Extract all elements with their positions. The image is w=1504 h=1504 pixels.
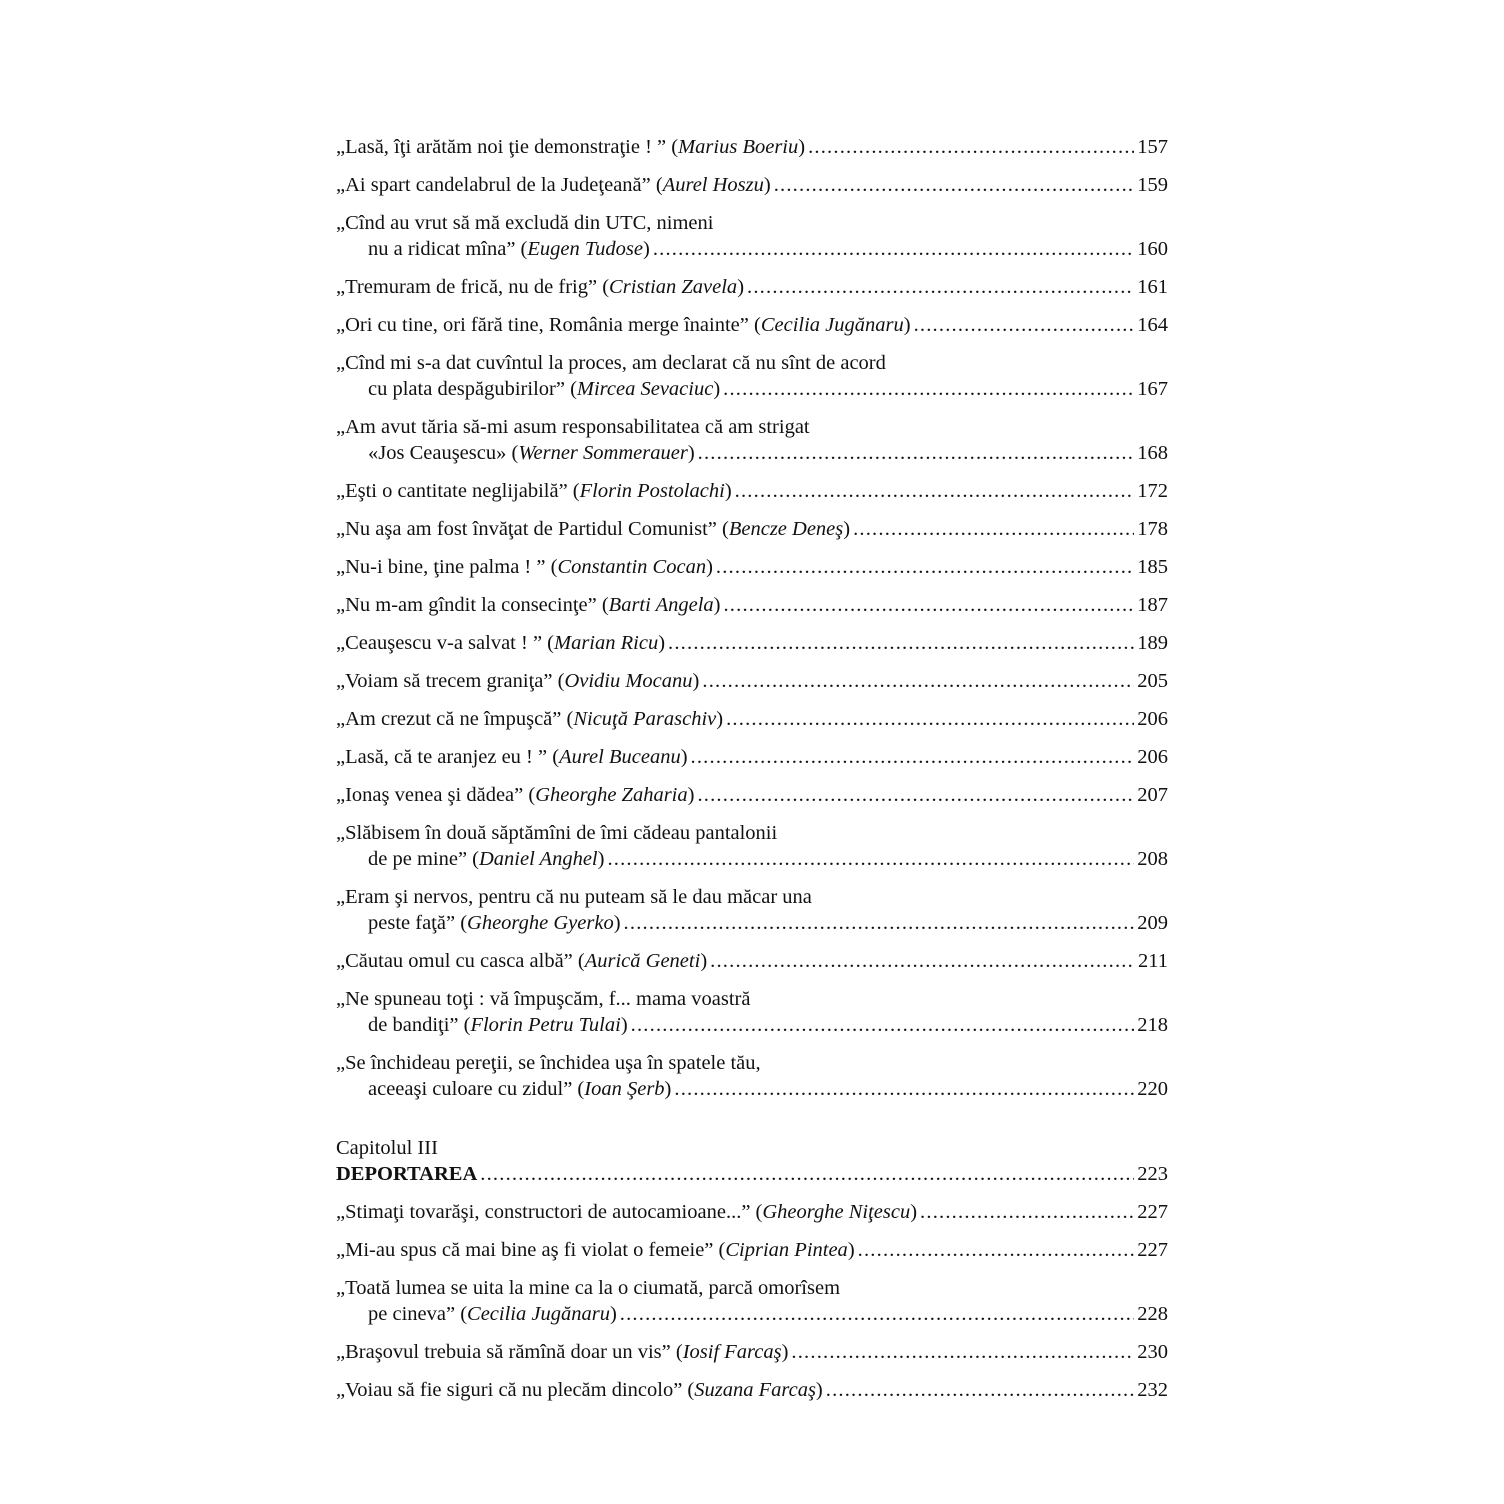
table-of-contents bbox=[336, 134, 1168, 1415]
toc-entry bbox=[336, 1237, 1168, 1263]
toc-entry-title: de pe mine” (Daniel Anghel) bbox=[368, 848, 605, 870]
toc-entry-title: „Nu aşa am fost învăţat de Partidul Comunist” (Bencze Deneş) bbox=[336, 518, 851, 540]
dot-leader bbox=[710, 948, 1135, 974]
toc-entry bbox=[336, 554, 1168, 580]
dot-leader bbox=[853, 516, 1134, 542]
toc-entry bbox=[336, 1377, 1168, 1403]
toc-entry-title: „Căutau omul cu casca albă” (Aurică Geneti) bbox=[336, 950, 708, 972]
toc-entry-page-number: 160 bbox=[1137, 238, 1168, 260]
toc-entry-title: „Ceauşescu v-a salvat ! ” (Marian Ricu) bbox=[336, 632, 666, 654]
toc-entry bbox=[336, 516, 1168, 542]
toc-entry-last-line bbox=[336, 1237, 1168, 1263]
toc-entry-last-line bbox=[336, 172, 1168, 198]
toc-entry-line bbox=[336, 350, 1168, 376]
toc-entry-last-line bbox=[336, 1012, 1168, 1038]
toc-entry-last-line bbox=[336, 376, 1168, 402]
dot-leader bbox=[674, 1076, 1134, 1102]
toc-entry-title: „Ionaş venea şi dădea” (Gheorghe Zaharia) bbox=[336, 784, 695, 806]
toc-entry-title: „Slăbisem în două săptămîni de îmi cădeau pantalonii bbox=[336, 822, 778, 844]
toc-entry bbox=[336, 884, 1168, 936]
toc-entries bbox=[336, 134, 1168, 1102]
toc-entry-last-line bbox=[336, 274, 1168, 300]
toc-entry-author: Florin Postolachi bbox=[579, 480, 725, 502]
toc-entry-author: Suzana Farcaş bbox=[694, 1379, 816, 1401]
toc-entry bbox=[336, 744, 1168, 770]
toc-entry-title: „Lasă, îţi arătăm noi ţie demonstraţie ! ” (Marius Boeriu) bbox=[336, 136, 806, 158]
toc-entry bbox=[336, 414, 1168, 466]
toc-entry bbox=[336, 1339, 1168, 1365]
dot-leader bbox=[480, 1161, 1134, 1187]
toc-entry-author: Mircea Sevaciuc bbox=[576, 378, 714, 400]
toc-entry-title: „Mi-au spus că mai bine aş fi violat o femeie” (Ciprian Pintea) bbox=[336, 1239, 855, 1261]
dot-leader bbox=[607, 846, 1134, 872]
dot-leader bbox=[668, 630, 1134, 656]
toc-entry-page-number: 185 bbox=[1137, 556, 1168, 578]
toc-entry-last-line bbox=[336, 1301, 1168, 1327]
dot-leader bbox=[697, 782, 1134, 808]
toc-entry bbox=[336, 986, 1168, 1038]
toc-entry-author: Cristian Zavela bbox=[609, 276, 738, 298]
toc-entry-author: Bencze Deneş bbox=[728, 518, 844, 540]
toc-entry bbox=[336, 172, 1168, 198]
toc-entry bbox=[336, 134, 1168, 160]
dot-leader bbox=[791, 1339, 1134, 1365]
toc-entry-author: Florin Petru Tulai bbox=[470, 1014, 621, 1036]
toc-entry-last-line bbox=[336, 1377, 1168, 1403]
toc-entry-title: „Nu-i bine, ţine palma ! ” (Constantin Cocan) bbox=[336, 556, 713, 578]
dot-leader bbox=[631, 1012, 1135, 1038]
dot-leader bbox=[826, 1377, 1135, 1403]
toc-entry-last-line bbox=[336, 440, 1168, 466]
toc-entry-author: Marian Ricu bbox=[554, 632, 659, 654]
chapter-label: Capitolul III bbox=[336, 1137, 438, 1159]
toc-entry-last-line bbox=[336, 1199, 1168, 1225]
toc-entry-page-number: 159 bbox=[1137, 174, 1168, 196]
toc-entry-page-number: 164 bbox=[1137, 314, 1168, 336]
toc-entry-page-number: 167 bbox=[1137, 378, 1168, 400]
toc-entry-title: «Jos Ceauşescu» (Werner Sommerauer) bbox=[368, 442, 695, 464]
toc-entry-page-number: 168 bbox=[1137, 442, 1168, 464]
toc-entry-title: „Tremuram de frică, nu de frig” (Cristian Zavela) bbox=[336, 276, 745, 298]
toc-entry-last-line bbox=[336, 312, 1168, 338]
toc-entry-last-line bbox=[336, 630, 1168, 656]
toc-entry-author: Marius Boeriu bbox=[678, 136, 799, 158]
toc-entry bbox=[336, 1050, 1168, 1102]
toc-entry bbox=[336, 274, 1168, 300]
toc-entry-author: Aurel Buceanu bbox=[559, 746, 681, 768]
toc-entry-author: Eugen Tudose bbox=[527, 238, 643, 260]
toc-entry-author: Ioan Şerb bbox=[584, 1078, 665, 1100]
toc-entry-page-number: 209 bbox=[1137, 912, 1168, 934]
toc-entry-author: Ciprian Pintea bbox=[725, 1239, 848, 1261]
toc-entry-author: Nicuţă Paraschiv bbox=[573, 708, 717, 730]
toc-entry-page-number: 206 bbox=[1137, 746, 1168, 768]
toc-entry-author: Aurică Geneti bbox=[584, 950, 701, 972]
toc-entry-title: de bandiţi” (Florin Petru Tulai) bbox=[368, 1014, 628, 1036]
toc-entry bbox=[336, 210, 1168, 262]
toc-entry-title: „Lasă, că te aranjez eu ! ” (Aurel Buceanu) bbox=[336, 746, 688, 768]
dot-leader bbox=[691, 744, 1135, 770]
toc-entry-title: „Se închideau pereţii, se închidea uşa în spatele tău, bbox=[336, 1052, 761, 1074]
dot-leader bbox=[723, 592, 1134, 618]
toc-entry bbox=[336, 1275, 1168, 1327]
toc-entry-title: „Am avut tăria să-mi asum responsabilitatea că am strigat bbox=[336, 416, 810, 438]
toc-entry-author: Werner Sommerauer bbox=[518, 442, 688, 464]
toc-entry-title: „Eşti o cantitate neglijabilă” (Florin Postolachi) bbox=[336, 480, 732, 502]
toc-entry-last-line bbox=[336, 134, 1168, 160]
toc-entry-last-line bbox=[336, 1339, 1168, 1365]
dot-leader bbox=[653, 236, 1134, 262]
toc-entry-last-line bbox=[336, 782, 1168, 808]
toc-entry-author: Gheorghe Niţescu bbox=[762, 1201, 911, 1223]
toc-entry-author: Ovidiu Mocanu bbox=[564, 670, 693, 692]
toc-entry-title: „Am crezut că ne împuşcă” (Nicuţă Paraschiv) bbox=[336, 708, 724, 730]
toc-entry-author: Cecilia Jugănaru bbox=[760, 314, 904, 336]
toc-entry-title: „Ori cu tine, ori fără tine, România merge înainte” (Cecilia Jugănaru) bbox=[336, 314, 911, 336]
toc-entry-last-line bbox=[336, 910, 1168, 936]
toc-entry-line bbox=[336, 414, 1168, 440]
toc-entry-page-number: 161 bbox=[1137, 276, 1168, 298]
toc-entry-title: cu plata despăgubirilor” (Mircea Sevaciuc) bbox=[368, 378, 721, 400]
chapter-page-number: 223 bbox=[1137, 1163, 1168, 1185]
toc-entry-author: Gheorghe Zaharia bbox=[535, 784, 688, 806]
toc-entry-page-number: 178 bbox=[1137, 518, 1168, 540]
chapter-title: DEPORTAREA bbox=[336, 1163, 478, 1185]
toc-entry-page-number: 227 bbox=[1137, 1239, 1168, 1261]
toc-entry-title: „Toată lumea se uita la mine ca la o ciumată, parcă omorîsem bbox=[336, 1277, 841, 1299]
toc-entry bbox=[336, 350, 1168, 402]
toc-entry-page-number: 218 bbox=[1137, 1014, 1168, 1036]
toc-entry bbox=[336, 782, 1168, 808]
chapter-heading bbox=[336, 1135, 1168, 1187]
toc-entry-line bbox=[336, 1275, 1168, 1301]
toc-entry-page-number: 230 bbox=[1137, 1341, 1168, 1363]
toc-entry-page-number: 189 bbox=[1137, 632, 1168, 654]
dot-leader bbox=[747, 274, 1134, 300]
toc-entry-title: aceeaşi culoare cu zidul” (Ioan Şerb) bbox=[368, 1078, 672, 1100]
toc-entry-author: Cecilia Jugănaru bbox=[467, 1303, 610, 1325]
toc-entry-title: peste faţă” (Gheorghe Gyerko) bbox=[368, 912, 621, 934]
toc-entry-page-number: 232 bbox=[1137, 1379, 1168, 1401]
toc-entry-page-number: 220 bbox=[1137, 1078, 1168, 1100]
toc-entry-last-line bbox=[336, 592, 1168, 618]
toc-entry-last-line bbox=[336, 236, 1168, 262]
toc-entry bbox=[336, 592, 1168, 618]
toc-entry-line bbox=[336, 986, 1168, 1012]
toc-entry-page-number: 207 bbox=[1137, 784, 1168, 806]
toc-entry-last-line bbox=[336, 706, 1168, 732]
toc-entry-line bbox=[336, 210, 1168, 236]
dot-leader bbox=[774, 172, 1135, 198]
toc-entry-title: pe cineva” (Cecilia Jugănaru) bbox=[368, 1303, 617, 1325]
toc-entry-last-line bbox=[336, 846, 1168, 872]
toc-entry-title: „Braşovul trebuia să rămînă doar un vis” (Iosif Farcaş) bbox=[336, 1341, 789, 1363]
toc-entry-title: „Nu m-am gîndit la consecinţe” (Barti Angela) bbox=[336, 594, 721, 616]
toc-entry-title: „Cînd mi s-a dat cuvîntul la proces, am declarat că nu sînt de acord bbox=[336, 352, 886, 374]
dot-leader bbox=[698, 440, 1135, 466]
dot-leader bbox=[620, 1301, 1134, 1327]
toc-entry-page-number: 187 bbox=[1137, 594, 1168, 616]
toc-entry-title: „Ai spart candelabrul de la Judeţeană” (Aurel Hoszu) bbox=[336, 174, 771, 196]
toc-entry bbox=[336, 630, 1168, 656]
chapter-toc-entries bbox=[336, 1199, 1168, 1403]
toc-entry-last-line bbox=[336, 948, 1168, 974]
toc-entry-last-line bbox=[336, 516, 1168, 542]
toc-entry bbox=[336, 1199, 1168, 1225]
toc-entry bbox=[336, 478, 1168, 504]
dot-leader bbox=[920, 1199, 1134, 1225]
toc-entry-line bbox=[336, 820, 1168, 846]
toc-entry-title: „Voiam să trecem graniţa” (Ovidiu Mocanu) bbox=[336, 670, 700, 692]
toc-entry-author: Daniel Anghel bbox=[479, 848, 598, 870]
toc-entry-last-line bbox=[336, 668, 1168, 694]
dot-leader bbox=[914, 312, 1135, 338]
dot-leader bbox=[808, 134, 1134, 160]
toc-entry-title: „Stimaţi tovarăşi, constructori de autocamioane...” (Gheorghe Niţescu) bbox=[336, 1201, 918, 1223]
toc-entry bbox=[336, 948, 1168, 974]
dot-leader bbox=[726, 706, 1134, 732]
toc-entry-title: nu a ridicat mîna” (Eugen Tudose) bbox=[368, 238, 650, 260]
toc-entry-page-number: 227 bbox=[1137, 1201, 1168, 1223]
toc-entry-page-number: 172 bbox=[1137, 480, 1168, 502]
dot-leader bbox=[723, 376, 1134, 402]
toc-entry-author: Barti Angela bbox=[608, 594, 714, 616]
toc-entry-author: Gheorghe Gyerko bbox=[467, 912, 614, 934]
toc-entry-page-number: 206 bbox=[1137, 708, 1168, 730]
dot-leader bbox=[716, 554, 1134, 580]
toc-entry-page-number: 205 bbox=[1137, 670, 1168, 692]
toc-entry-title: „Voiau să fie siguri că nu plecăm dincolo” (Suzana Farcaş) bbox=[336, 1379, 823, 1401]
toc-entry-last-line bbox=[336, 744, 1168, 770]
toc-entry-line bbox=[336, 1050, 1168, 1076]
toc-entry-page-number: 211 bbox=[1138, 950, 1168, 972]
toc-entry-last-line bbox=[336, 554, 1168, 580]
toc-entry-page-number: 208 bbox=[1137, 848, 1168, 870]
dot-leader bbox=[735, 478, 1135, 504]
toc-entry-author: Constantin Cocan bbox=[557, 556, 707, 578]
dot-leader bbox=[702, 668, 1134, 694]
toc-entry-title: „Ne spuneau toţi : vă împuşcăm, f... mama voastră bbox=[336, 988, 751, 1010]
toc-entry-page-number: 157 bbox=[1137, 136, 1168, 158]
toc-entry bbox=[336, 706, 1168, 732]
dot-leader bbox=[858, 1237, 1135, 1263]
toc-entry-line bbox=[336, 884, 1168, 910]
toc-entry bbox=[336, 668, 1168, 694]
toc-entry-author: Iosif Farcaş bbox=[682, 1341, 782, 1363]
chapter-title-row bbox=[336, 1161, 1168, 1187]
toc-entry-last-line bbox=[336, 1076, 1168, 1102]
toc-entry-title: „Cînd au vrut să mă excludă din UTC, nimeni bbox=[336, 212, 714, 234]
toc-entry-page-number: 228 bbox=[1137, 1303, 1168, 1325]
toc-entry bbox=[336, 312, 1168, 338]
toc-entry-last-line bbox=[336, 478, 1168, 504]
toc-entry bbox=[336, 820, 1168, 872]
dot-leader bbox=[624, 910, 1135, 936]
toc-entry-title: „Eram şi nervos, pentru că nu puteam să le dau măcar una bbox=[336, 886, 812, 908]
toc-entry-author: Aurel Hoszu bbox=[662, 174, 764, 196]
